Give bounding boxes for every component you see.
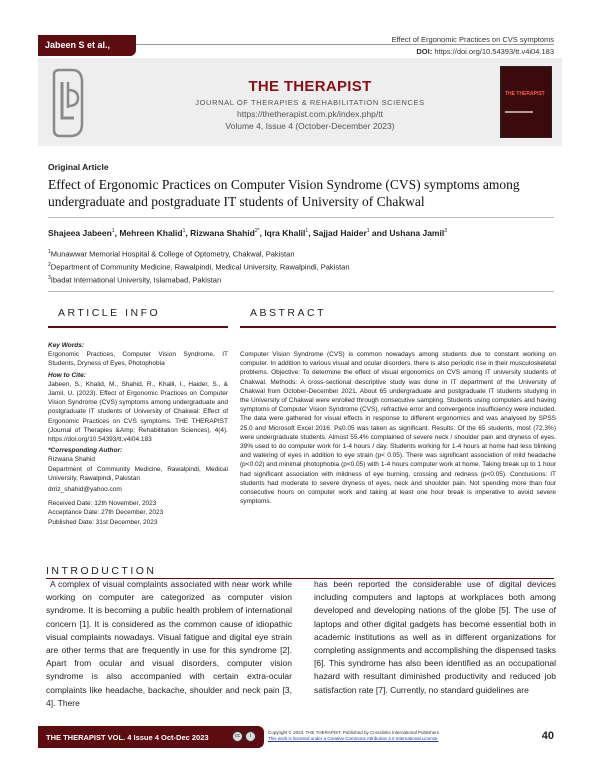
keywords: Ergonomic Practices, Computer Vision Syndrome, IT Students, Dryness of Eyes, Photophobia xyxy=(48,351,228,368)
cite-label: How to Cite: xyxy=(48,371,86,379)
author-name: Ushana Jamil xyxy=(389,228,445,238)
running-title: Effect of Ergonomic Practices on CVS symptoms xyxy=(391,35,554,44)
by-icon: i xyxy=(245,731,256,742)
affiliation-text: Department of Community Medicine, Rawalpindi, Medical University, Rawalpindi, Pakistan xyxy=(50,262,350,272)
footer-journal-band: THE THERAPIST VOL. 4 Issue 4 Oct-Dec 2023 xyxy=(38,726,264,748)
keywords-label: Key Words: xyxy=(48,342,84,349)
journal-volume: Volume 4, Issue 4 (October-December 2023) xyxy=(225,121,395,131)
license-link[interactable]: This work is licensed under a Creative Commons Attribution 4.0 International License. xyxy=(268,736,439,741)
copyright-line: Copyright © 2023. THE THERAPIST, Published by Crosslinks International Publishers xyxy=(268,730,439,735)
affiliation xyxy=(48,260,350,273)
license-line[interactable] xyxy=(268,736,498,742)
published-date: Published Date: 31st December, 2023 xyxy=(48,518,158,526)
running-header-right xyxy=(392,34,554,58)
corresponding-email[interactable]: drriz_shahid@yahoo.com xyxy=(48,486,122,494)
license-text xyxy=(268,730,498,742)
journal-logo-icon xyxy=(48,68,90,138)
cc-icon: cc xyxy=(232,731,243,742)
author-name: Shajeea Jabeen xyxy=(48,228,112,238)
author-sup: 1 xyxy=(111,228,115,235)
author-name: Rizwana Shahid xyxy=(190,228,255,238)
received-date: Received Date: 12th November, 2023 xyxy=(48,500,157,508)
article-info-heading: ARTICLE INFO xyxy=(58,307,161,319)
author-name: Sajjad Haider xyxy=(312,228,367,238)
author-sup: 1 xyxy=(366,228,370,235)
affiliation-text: Ibadat International University, Islamabad, Pakistan xyxy=(50,275,222,285)
author-list: Shajeea Jabeen$^1$, Mehreen Khalid$^1$, Rizwana Shahid$^{2*}$, Iqra Khalil$^1$, Sajjad Haider$^1$ and Ushana Jamil$^3$ xyxy=(48,228,447,238)
affiliation xyxy=(48,273,350,286)
running-author: Jabeen S et al., xyxy=(45,40,111,50)
running-author-tab xyxy=(38,35,136,56)
creative-commons-badge[interactable] xyxy=(232,731,256,742)
affiliation-sup: 3 xyxy=(48,275,51,281)
corresponding-name: Rizwana Shahid xyxy=(48,456,95,464)
author-name: Mehreen Khalid xyxy=(119,228,183,238)
cover-title: THE THERAPIST xyxy=(505,91,545,97)
corresponding-label: *Corresponding Author: xyxy=(48,447,123,455)
title-divider xyxy=(48,217,554,218)
doi-line xyxy=(392,46,554,58)
page-footer xyxy=(0,726,600,776)
cover-decoration xyxy=(505,111,533,113)
author-name: Iqra Khalil xyxy=(264,228,306,238)
journal-masthead xyxy=(160,78,460,131)
journal-name: THE THERAPIST xyxy=(248,78,372,95)
doi-link[interactable]: https://doi.org/10.54393/tt.v4i04.183 xyxy=(434,47,554,56)
author-sup: 1 xyxy=(182,228,186,235)
abstract-text: Computer Vision Syndrome (CVS) is common nowadays among students due to constant working on computer. In addition to various visual and ocular disorders, there is also periodic rise in their musculoskeletal problems. Objective: To determine the effect of visual ergonomics on CVS among IT university students of Chakwal. Methods: A cross-sectional descriptive study was done in IT department of the University of Chakwal from October-December 2021. About 65 undergraduate and postgraduate IT students studying in the University of Chakwal were enrolled through consecutive sampling. Students using computers and having symptoms of Computer Vision Syndrome (CVS), refractive error and convergence insufficiency were included. The data were gathered for visual effects in response to different ergonomics and was analysed by SPSS 25.0 and Microsoft Excel 2016. P≤0.05 was taken as significant. Results: Of the 65 students, most (72.3%) were undergraduate students. Almost 55.4% complained of severe neck / shoulder pain and dryness of eyes. 39% used to do computer work for 1-4 hours / day. Students working for 1-4 hours at home had less blinking and watering of eyes in addition to eye strain (p< 0.05). There was significant association of mild headache (p<0.02) and minimal photophobia (p<0.05) with 1-4 hours computer work at home. Taking break up to 1 hour had significant association with mildness of eye burning, crossing and redness (p<0.05). Conclusions: IT students had moderate to severe dryness of eyes, neck and shoulder pain. Not spending more than four consecutive hours on computer work and taking at least one hour break is imperative to avoid severe symptoms. xyxy=(240,351,556,506)
doi-label: DOI: xyxy=(416,47,433,56)
affiliation-list xyxy=(48,247,350,286)
article-title: Effect of Ergonomic Practices on Computer Vision Syndrome (CVS) symptoms among undergraduate and postgraduate IT students of University of Chakwal xyxy=(48,177,520,209)
affiliation xyxy=(48,247,350,260)
journal-subtitle: JOURNAL OF THERAPIES & REHABILITATION SCIENCES xyxy=(195,98,425,107)
introduction-column-1: A complex of visual complaints associated with near work while working on computer are categorized as computer vision syndrome. It is becoming a public health problem of international concern [1]. It is considered as the common cause of idiopathic visual complaints nowadays. Visual fatigue and digital eye strain are other terms that are frequently in use for this syndrome [2]. Apart from ocular and visual disorders, computer vision syndrome is also accompanied with certain extra-ocular complaints like headache, backache, shoulder and neck pain [3, 4]. There xyxy=(46,579,292,708)
journal-url[interactable]: https://thetherapist.com.pk/index.php/tt xyxy=(237,109,383,119)
author-sup: 3 xyxy=(444,228,447,235)
corresponding-affiliation: Department of Community Medicine, Rawalpindi, Medical University, Rawalpindi, Pakistan xyxy=(48,465,228,482)
abstract-rule xyxy=(240,326,556,328)
affiliation-sup: 2 xyxy=(48,262,51,268)
journal-cover-image xyxy=(500,66,552,138)
affiliation-divider xyxy=(48,291,554,292)
introduction-column-2: has been reported the considerable use of digital devices including computers and laptops at workplaces both among developed and developing nations of the globe [5]. The use of laptops and other digital gadgets has become essential both in academic institutions as well as in different organizations for completing assignments and accomplishing the dispensed tasks [6]. This syndrome has also been identified as an occupational hazard with resultant diminished productivity and reduced job satisfaction rate [7]. Currently, no standard guidelines are xyxy=(314,579,556,695)
author-sup: 1 xyxy=(305,228,309,235)
affiliation-sup: 1 xyxy=(48,249,51,255)
citation: Jabeen, S., Khalid, M., Shahid, R., Khalil, I., Haider, S., & Jamil, U. (2023). Effect of Ergonomic Practices on Computer Vision Syndrome (CVS) symptoms among undergraduate and postgraduate IT students of University of Chakwal: Effect of Ergonomic Practices on CVS symptoms. THE THERAPIST (Journal of Therapies &Amp; Rehabilitation Sciences), 4(4). https://doi.org/10.54393/tt.v4i04.183 xyxy=(48,380,228,444)
abstract-heading: ABSTRACT xyxy=(250,307,327,319)
affiliation-text: Munawwar Memorial Hospital & College of Optometry, Chakwal, Pakistan xyxy=(50,249,295,259)
article-type: Original Article xyxy=(48,162,109,172)
article-info-rule xyxy=(48,326,228,328)
page-number: 40 xyxy=(541,730,554,742)
introduction-heading: INTRODUCTION xyxy=(46,565,157,577)
accepted-date: Acceptance Date: 27th December, 2023 xyxy=(48,509,164,517)
article-info-panel xyxy=(48,339,228,527)
author-sup: 2* xyxy=(254,228,260,235)
